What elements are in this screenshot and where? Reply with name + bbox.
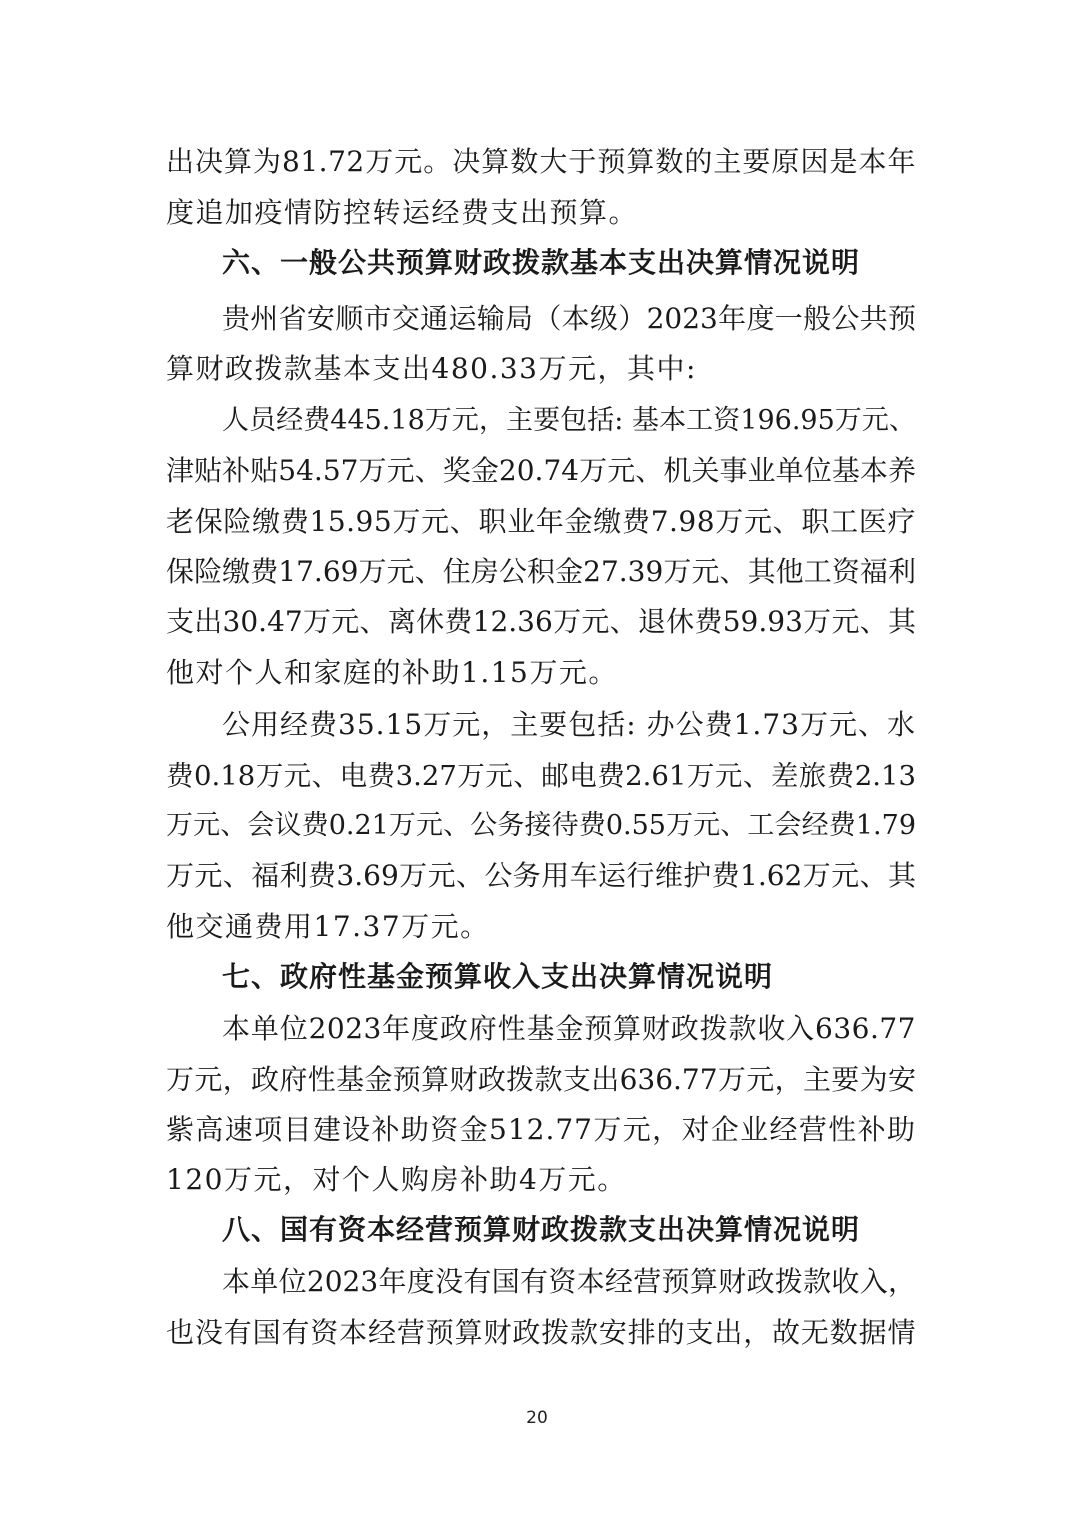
- paragraph-line: 算财政拨款基本支出480.33万元，其中:: [166, 352, 697, 385]
- paragraph-line: 也没有国有资本经营预算财政拨款安排的支出，故无数据情: [166, 1316, 916, 1349]
- paragraph-line: 老保险缴费15.95万元、职业年金缴费7.98万元、职工医疗: [166, 505, 916, 538]
- paragraph-line: 万元、福利费3.69万元、公务用车运行维护费1.62万元、其: [166, 859, 916, 892]
- paragraph-line: 本单位2023年度政府性基金预算财政拨款收入636.77: [222, 1012, 916, 1045]
- paragraph-line: 120万元，对个人购房补助4万元。: [166, 1163, 627, 1196]
- paragraph-line: 出决算为81.72万元。决算数大于预算数的主要原因是本年: [166, 145, 916, 178]
- paragraph-line: 万元、会议费0.21万元、公务接待费0.55万元、工会经费1.79: [166, 810, 916, 841]
- paragraph-line: 他对个人和家庭的补助1.15万元。: [166, 656, 618, 689]
- paragraph-line: 万元，政府性基金预算财政拨款支出636.77万元，主要为安: [166, 1063, 916, 1096]
- paragraph-line: 公用经费35.15万元，主要包括: 办公费1.73万元、水: [222, 708, 916, 741]
- page-number: 20: [526, 1408, 548, 1428]
- paragraph-line: 保险缴费17.69万元、住房公积金27.39万元、其他工资福利: [166, 555, 916, 588]
- paragraph-line: 人员经费445.18万元，主要包括: 基本工资196.95万元、: [222, 405, 916, 436]
- paragraph-line: 他交通费用17.37万元。: [166, 910, 490, 943]
- section-heading-6: 六、一般公共预算财政拨款基本支出决算情况说明: [222, 246, 861, 279]
- paragraph-line: 支出30.47万元、离休费12.36万元、退休费59.93万元、其: [166, 605, 916, 638]
- paragraph-line: 紫高速项目建设补助资金512.77万元，对企业经营性补助: [166, 1113, 916, 1146]
- section-heading-7: 七、政府性基金预算收入支出决算情况说明: [222, 960, 774, 993]
- paragraph-line: 费0.18万元、电费3.27万元、邮电费2.61万元、差旅费2.13: [166, 760, 916, 792]
- paragraph-line: 津贴补贴54.57万元、奖金20.74万元、机关事业单位基本养: [166, 454, 916, 487]
- section-heading-8: 八、国有资本经营预算财政拨款支出决算情况说明: [222, 1213, 861, 1246]
- paragraph-line: 本单位2023年度没有国有资本经营预算财政拨款收入，: [222, 1265, 916, 1298]
- paragraph-line: 贵州省安顺市交通运输局（本级）2023年度一般公共预: [222, 302, 916, 335]
- paragraph-line: 度追加疫情防控转运经费支出预算。: [166, 196, 639, 229]
